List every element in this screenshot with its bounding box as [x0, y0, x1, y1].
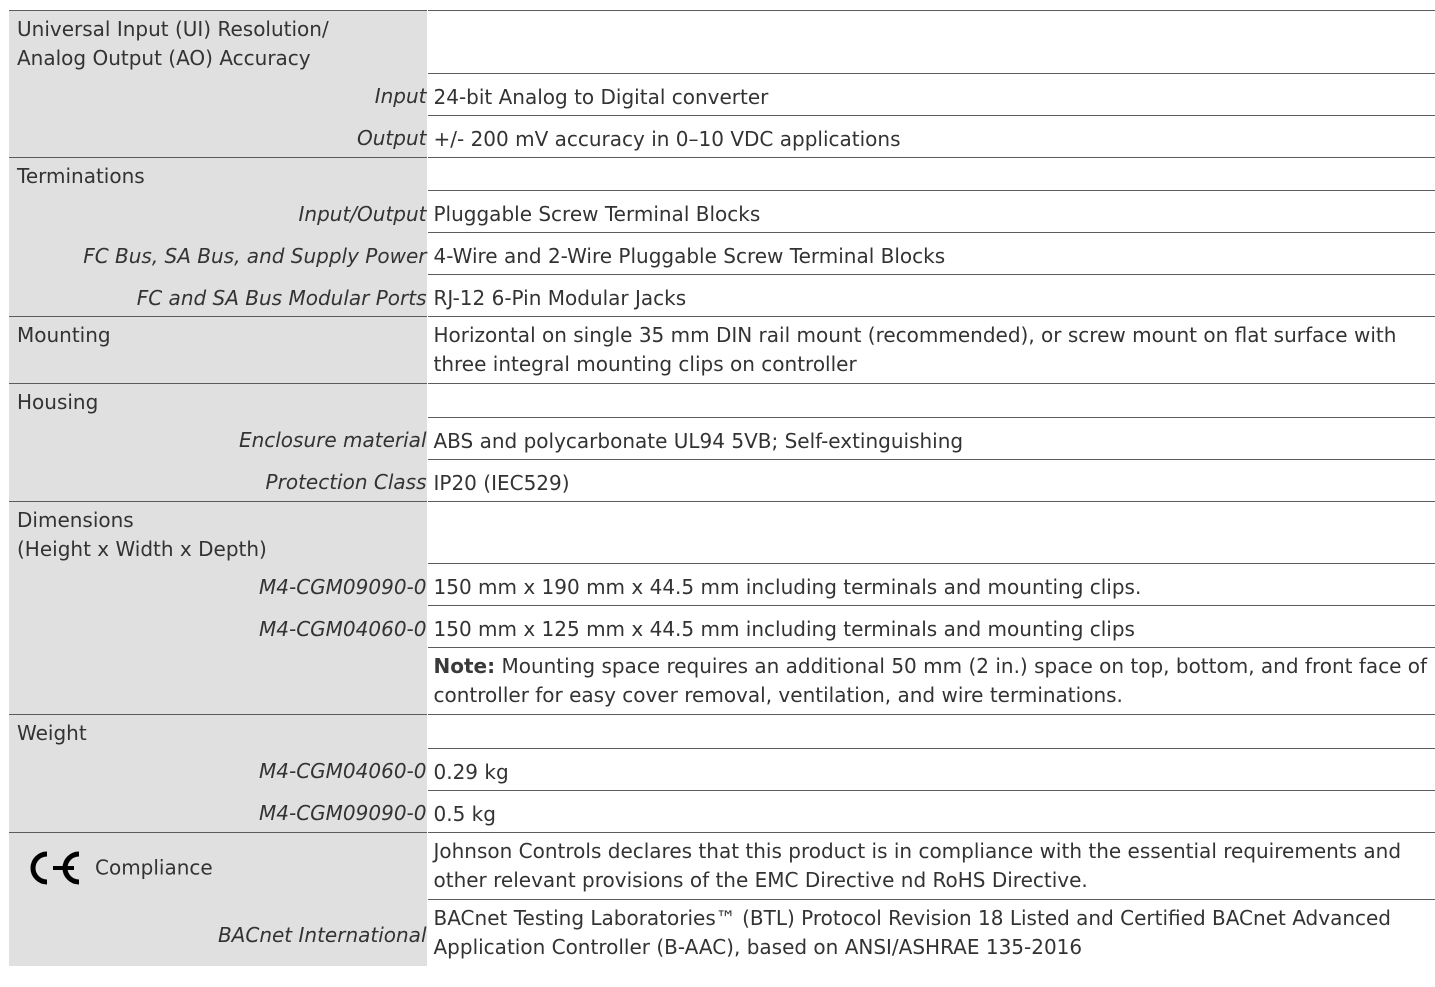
row-value: BACnet Testing Laboratories™ (BTL) Protocol Revision 18 Listed and Certified BACnet Advanced Application Controller (B-AAC), based on ANSI/ASHRAE 135-2016 [427, 899, 1435, 966]
section-title: Compliance [95, 855, 213, 880]
spec-row [9, 790, 1435, 832]
row-label: FC Bus, SA Bus, and Supply Power [9, 233, 427, 275]
section-title: Weight [9, 715, 427, 749]
row-label: M4-CGM04060-0 [9, 748, 427, 790]
row-value: 24-bit Analog to Digital converter [427, 73, 1435, 115]
section-title-line: (Height x Width x Depth) [17, 536, 267, 561]
row-label: Input/Output [9, 191, 427, 233]
spec-section-compliance [9, 832, 1435, 899]
row-value: 150 mm x 190 mm x 44.5 mm including terminals and mounting clips. [427, 564, 1435, 606]
row-value: Johnson Controls declares that this product is in compliance with the essential requirements and other relevant provisions of the EMC Directive nd RoHS Directive. [427, 832, 1435, 899]
note-text [427, 648, 1435, 715]
spec-row [9, 73, 1435, 115]
row-value: 150 mm x 125 mm x 44.5 mm including terminals and mounting clips [427, 606, 1435, 648]
row-value: Horizontal on single 35 mm DIN rail mount (recommended), or screw mount on flat surface with three integral mounting clips on controller [427, 317, 1435, 384]
row-value: +/- 200 mV accuracy in 0–10 VDC applications [427, 115, 1435, 157]
spec-row [9, 275, 1435, 317]
spec-row [9, 606, 1435, 648]
spec-row [9, 899, 1435, 966]
spec-row [9, 748, 1435, 790]
note-body: Mounting space requires an additional 50 mm (2 in.) space on top, bottom, and front face of controller for easy cover removal, ventilation, and wire terminations. [433, 654, 1428, 707]
specifications-table [9, 10, 1435, 966]
section-title-dimensions [9, 501, 427, 564]
row-label: M4-CGM09090-0 [9, 790, 427, 832]
row-value: Pluggable Screw Terminal Blocks [427, 191, 1435, 233]
spec-row [9, 459, 1435, 501]
spec-row [9, 233, 1435, 275]
row-label: M4-CGM04060-0 [9, 606, 427, 648]
spec-row [9, 564, 1435, 606]
spec-section-dimensions [9, 501, 1435, 564]
row-value: RJ-12 6-Pin Modular Jacks [427, 275, 1435, 317]
row-label: M4-CGM09090-0 [9, 564, 427, 606]
spec-row [9, 191, 1435, 233]
row-label: FC and SA Bus Modular Ports [9, 275, 427, 317]
row-value: 0.29 kg [427, 748, 1435, 790]
section-title-compliance [9, 832, 427, 899]
section-title: Mounting [9, 317, 427, 384]
spec-section-mounting [9, 317, 1435, 384]
spec-row [9, 115, 1435, 157]
spec-section-terminations [9, 157, 1435, 191]
section-title-line: Dimensions [17, 507, 134, 532]
row-value: ABS and polycarbonate UL94 5VB; Self-extinguishing [427, 417, 1435, 459]
spec-row-note [9, 648, 1435, 715]
row-label: Protection Class [9, 459, 427, 501]
spec-section-weight [9, 715, 1435, 749]
note-prefix: Note: [433, 654, 496, 678]
ce-mark-icon [17, 851, 83, 885]
row-label: BACnet International [9, 899, 427, 966]
section-title: Terminations [9, 157, 427, 191]
section-title-line: Analog Output (AO) Accuracy [17, 46, 311, 70]
section-title: Housing [9, 384, 427, 418]
row-label: Output [9, 115, 427, 157]
row-label: Input [9, 73, 427, 115]
row-value: IP20 (IEC529) [427, 459, 1435, 501]
section-title-line: Universal Input (UI) Resolution/ [17, 17, 329, 41]
row-label: Enclosure material [9, 417, 427, 459]
row-value: 0.5 kg [427, 790, 1435, 832]
spec-section-ui-ao [9, 11, 1435, 74]
spec-row [9, 417, 1435, 459]
row-value: 4-Wire and 2-Wire Pluggable Screw Terminal Blocks [427, 233, 1435, 275]
spec-section-housing [9, 384, 1435, 418]
section-title-ui-ao [9, 11, 427, 74]
